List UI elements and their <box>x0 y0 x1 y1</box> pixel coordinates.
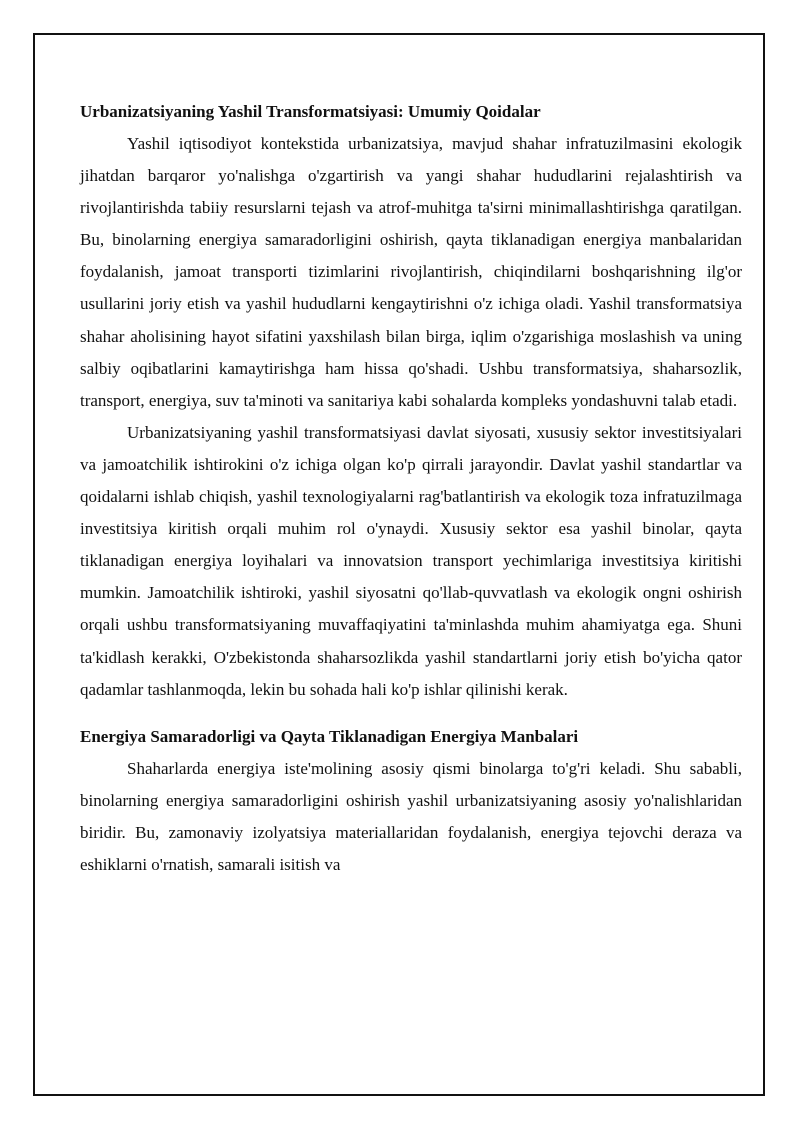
paragraph-multifaceted-process: Urbanizatsiyaning yashil transformatsiyasi davlat siyosati, xususiy sektor investitsiyalari va jamoatchilik ishtirokini o'z ichiga olgan ko'p qirrali jarayondir. Davlat yashil standartlar va qoidalarni ishlab chiqish, yashil texnologiyalarni rag'batlantirish va ekologik toza infratuzilmaga investitsiya kiritish orqali muhim rol o'ynaydi. Xususiy sektor esa yashil binolar, qayta tiklanadigan energiya loyihalari va innovatsion transport yechimlariga investitsiya kiritishi mumkin. Jamoatchilik ishtiroki, yashil siyosatni qo'llab-quvvatlash va ekologik ongni oshirish orqali ushbu transformatsiyaning muvaffaqiyatini ta'minlashda muhim ahamiyatga ega. Shuni ta'kidlash kerakki, O'zbekistonda shaharsozlikda yashil standartlarni joriy etish bo'yicha qator qadamlar tashlanmoqda, lekin bu sohada hali ko'p ishlar qilinishi kerak. <box>80 422 742 699</box>
paragraph-green-economy-urbanization: Yashil iqtisodiyot kontekstida urbanizatsiya, mavjud shahar infratuzilmasini ekologik jihatdan barqaror yo'nalishga o'zgartirish va yangi shahar hududlarini rejalashtirish va rivojlantirishda tabiiy resurslarni tejash va atrof-muhitga ta'sirni minimallashtirishga qaratilgan. Bu, binolarning energiya samaradorligini oshirish, qayta tiklanadigan energiya manbalaridan foydalanish, jamoat transporti tizimlarini rivojlantirish, chiqindilarni boshqarishning ilg'or usullarini joriy etish va yashil hududlarni kengaytirishni o'z ichiga oladi. Yashil transformatsiya shahar aholisining hayot sifatini yaxshilash bilan birga, iqlim o'zgarishiga moslashish va uning salbiy oqibatlarini kamaytirishga ham hissa qo'shadi. Ushbu transformatsiya, shaharsozlik, transport, energiya, suv ta'minoti va sanitariya kabi sohalarda kompleks yondashuvni talab etadi. <box>80 134 742 410</box>
document-body <box>80 96 742 881</box>
paragraph-building-energy-consumption: Shaharlarda energiya iste'molining asosiy qismi binolarga to'g'ri keladi. Shu sababli, binolarning energiya samaradorligini oshirish yashil urbanizatsiyaning asosiy yo'nalishlaridan biridir. Bu, zamonaviy izolyatsiya materiallaridan foydalanish, energiya tejovchi deraza va eshiklarni o'rnatish, samarali isitish va <box>80 758 742 874</box>
section-heading-general-rules: Urbanizatsiyaning Yashil Transformatsiyasi: Umumiy Qoidalar <box>80 102 541 121</box>
section-heading-energy-efficiency: Energiya Samaradorligi va Qayta Tiklanadigan Energiya Manbalari <box>80 726 579 746</box>
